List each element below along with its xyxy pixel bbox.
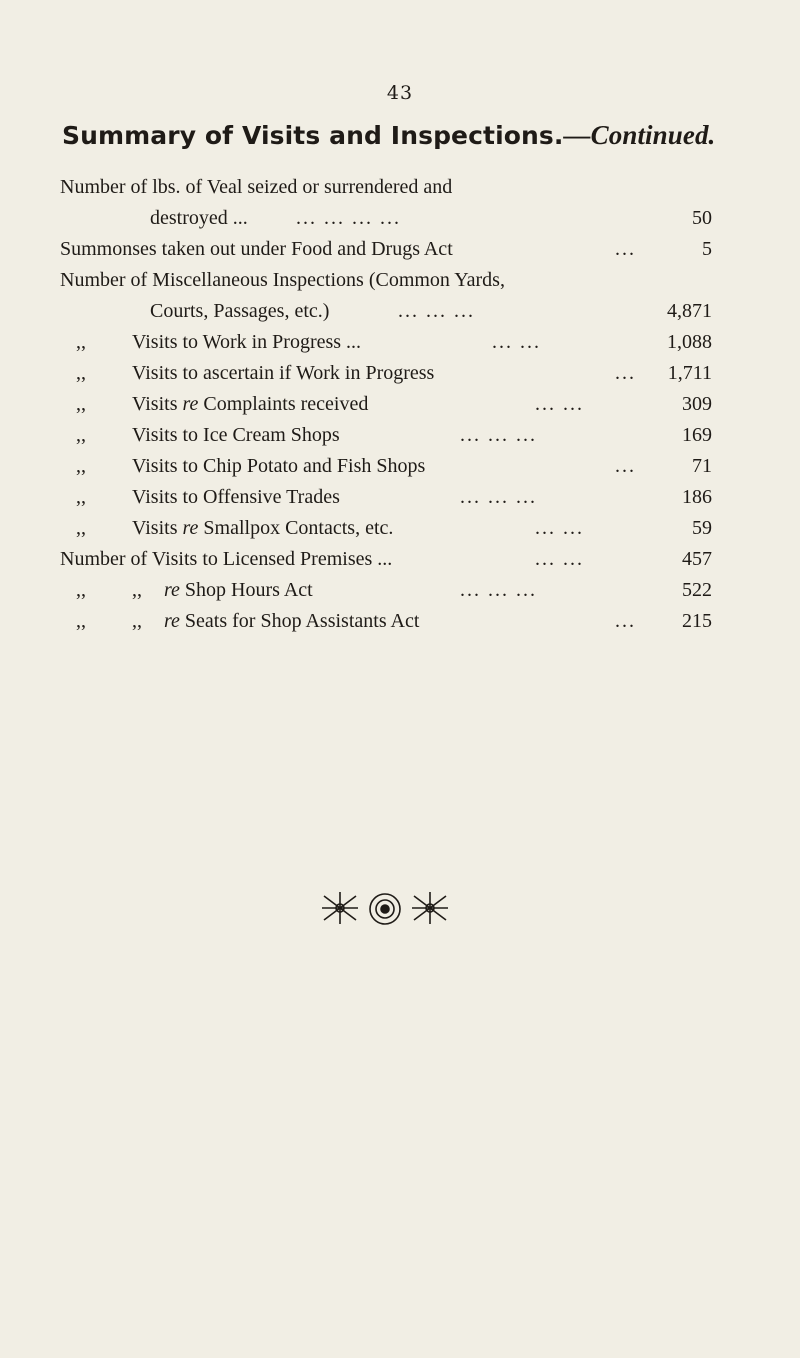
page-number: 43 xyxy=(386,82,414,104)
row-value: 1,088 xyxy=(667,331,712,353)
star-ornament-left xyxy=(322,892,358,924)
row-label-post: Seats for Shop Assistants Act xyxy=(179,610,420,632)
row-label-text: Visits to Ice Cream Shops xyxy=(132,424,340,446)
row-label-post: Complaints received xyxy=(198,393,369,415)
table-row xyxy=(60,172,712,203)
row-value: 5 xyxy=(702,238,712,260)
row-value: 1,711 xyxy=(667,362,712,384)
row-value: 457 xyxy=(682,548,712,570)
row-label: destroyed ... xyxy=(150,207,248,229)
row-label xyxy=(60,482,340,513)
row-label-pre: Visits xyxy=(132,393,183,415)
leader-dots: ... ... xyxy=(535,517,584,539)
table-row xyxy=(60,513,712,544)
row-value: 215 xyxy=(682,610,712,632)
leader-dots: ... xyxy=(615,238,636,260)
row-label: Number of Miscellaneous Inspections (Common Yards, xyxy=(60,269,505,291)
ditto-mark: ,, xyxy=(76,424,86,446)
table-row xyxy=(60,296,712,327)
row-label xyxy=(60,420,340,451)
row-label-re: re xyxy=(182,517,199,539)
page-heading xyxy=(62,120,762,151)
row-label xyxy=(60,513,393,544)
leader-dots: ... xyxy=(615,455,636,477)
row-label xyxy=(60,358,434,389)
ditto-mark: ,, xyxy=(132,610,142,632)
table-row xyxy=(60,389,712,420)
table-row xyxy=(60,265,712,296)
rosette-ornament xyxy=(370,894,400,924)
row-label-text: Visits to ascertain if Work in Progress xyxy=(132,362,435,384)
row-value: 4,871 xyxy=(667,300,712,322)
leader-dots: ... ... xyxy=(535,548,584,570)
visits-table xyxy=(60,172,712,637)
table-row xyxy=(60,575,712,606)
row-label-post: Smallpox Contacts, etc. xyxy=(198,517,394,539)
row-label xyxy=(60,575,313,606)
leader-dots: ... xyxy=(615,610,636,632)
row-label xyxy=(60,389,368,420)
table-row xyxy=(60,420,712,451)
heading-title: Summary of Visits and Inspections. xyxy=(62,121,564,150)
leader-dots: ... xyxy=(615,362,636,384)
table-row xyxy=(60,544,712,575)
row-label-post: Shop Hours Act xyxy=(179,579,313,601)
row-value: 71 xyxy=(692,455,712,477)
ditto-mark: ,, xyxy=(76,517,86,539)
leader-dots: ... ... ... xyxy=(460,424,537,446)
leader-dots: ... ... xyxy=(492,331,541,353)
leader-dots: ... ... ... xyxy=(460,486,537,508)
row-label xyxy=(60,451,425,482)
leader-dots: ... ... ... ... xyxy=(296,207,401,229)
ditto-mark: ,, xyxy=(76,610,86,632)
table-row xyxy=(60,203,712,234)
row-label xyxy=(60,606,419,637)
table-row xyxy=(60,327,712,358)
table-row xyxy=(60,606,712,637)
table-row xyxy=(60,451,712,482)
printers-ornament xyxy=(320,888,450,930)
table-row xyxy=(60,234,712,265)
leader-dots: ... ... xyxy=(535,393,584,415)
row-label-re: re xyxy=(182,393,199,415)
table-row xyxy=(60,482,712,513)
leader-dots: ... ... ... xyxy=(398,300,475,322)
leader-dots: ... ... ... xyxy=(460,579,537,601)
row-label-text: Visits to Offensive Trades xyxy=(132,486,340,508)
row-label: Courts, Passages, etc.) xyxy=(150,300,330,322)
row-label: Number of lbs. of Veal seized or surrendered and xyxy=(60,176,453,198)
ditto-mark: ,, xyxy=(76,579,86,601)
row-value: 309 xyxy=(682,393,712,415)
ditto-mark: ,, xyxy=(76,331,86,353)
row-label-re: re xyxy=(164,579,180,601)
row-label-pre: Visits xyxy=(132,517,183,539)
heading-continued: —Continued. xyxy=(563,120,716,150)
row-label: Summonses taken out under Food and Drugs Act xyxy=(60,238,453,260)
star-ornament-right xyxy=(412,892,448,924)
ditto-mark: ,, xyxy=(76,486,86,508)
row-value: 186 xyxy=(682,486,712,508)
ditto-mark: ,, xyxy=(76,393,86,415)
ditto-mark: ,, xyxy=(76,362,86,384)
table-row xyxy=(60,358,712,389)
row-label-text: Visits to Chip Potato and Fish Shops xyxy=(132,455,426,477)
row-label: Number of Visits to Licensed Premises ... xyxy=(60,548,393,570)
row-value: 59 xyxy=(692,517,712,539)
row-value: 50 xyxy=(692,207,712,229)
row-label xyxy=(60,327,361,358)
row-value: 522 xyxy=(682,579,712,601)
row-value: 169 xyxy=(682,424,712,446)
row-label-text: Visits to Work in Progress ... xyxy=(132,331,362,353)
row-label-re: re xyxy=(164,610,180,632)
ditto-mark: ,, xyxy=(132,579,142,601)
ditto-mark: ,, xyxy=(76,455,86,477)
